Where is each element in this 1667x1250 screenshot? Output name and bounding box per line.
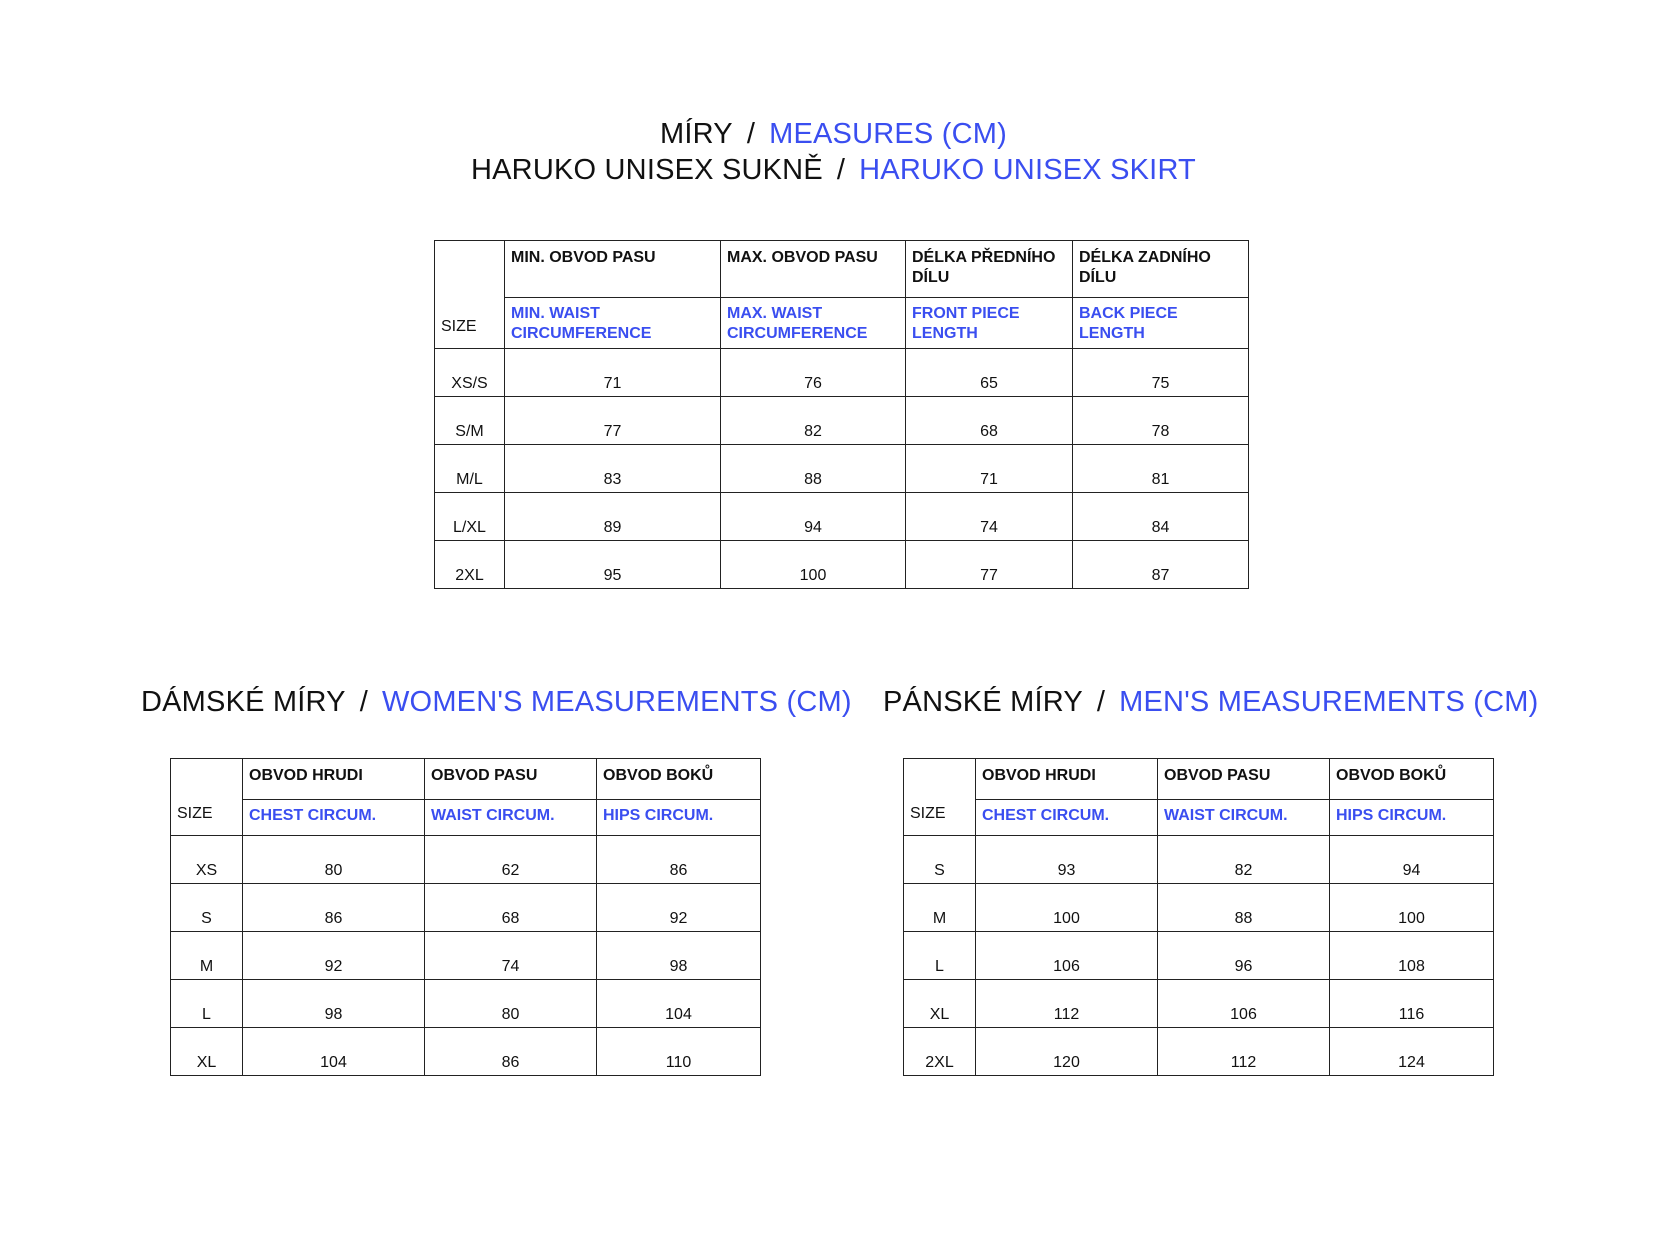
value-cell: 71	[505, 349, 721, 397]
table-header-row-cz	[904, 759, 1494, 800]
value-cell: 76	[721, 349, 906, 397]
value-cell: 83	[505, 445, 721, 493]
men-title-cz: PÁNSKÉ MÍRY	[883, 686, 1083, 718]
size-cell: XS/S	[435, 349, 505, 397]
value-cell: 75	[1073, 349, 1249, 397]
value-cell: 94	[721, 493, 906, 541]
size-cell: S/M	[435, 397, 505, 445]
size-header-cell: SIZE	[435, 241, 505, 349]
size-cell: S	[171, 884, 243, 932]
column-header-cz: OBVOD BOKŮ	[597, 759, 761, 800]
size-cell: M/L	[435, 445, 505, 493]
value-cell: 124	[1330, 1028, 1494, 1076]
value-cell: 87	[1073, 541, 1249, 589]
subtitle-separator: /	[836, 154, 846, 186]
table-row	[904, 932, 1494, 980]
column-header-en: BACK PIECE LENGTH	[1073, 298, 1249, 349]
table-row	[904, 1028, 1494, 1076]
subtitle-en: HARUKO UNISEX SKIRT	[859, 154, 1196, 186]
value-cell: 112	[976, 980, 1158, 1028]
value-cell: 68	[906, 397, 1073, 445]
value-cell: 104	[243, 1028, 425, 1076]
column-header-cz: OBVOD PASU	[425, 759, 597, 800]
value-cell: 120	[976, 1028, 1158, 1076]
table-row	[435, 349, 1249, 397]
title-en: MEASURES (CM)	[769, 118, 1007, 150]
table-row	[171, 836, 761, 884]
page-title	[0, 118, 1667, 151]
value-cell: 62	[425, 836, 597, 884]
value-cell: 81	[1073, 445, 1249, 493]
column-header-cz: OBVOD HRUDI	[243, 759, 425, 800]
table-header-row-en	[435, 298, 1249, 349]
women-title-separator: /	[359, 686, 368, 718]
value-cell: 110	[597, 1028, 761, 1076]
value-cell: 106	[1158, 980, 1330, 1028]
size-cell: L/XL	[435, 493, 505, 541]
size-cell: 2XL	[435, 541, 505, 589]
size-cell: S	[904, 836, 976, 884]
women-title-en: WOMEN'S MEASUREMENTS (CM)	[381, 686, 852, 718]
column-header-en: CHEST CIRCUM.	[976, 800, 1158, 836]
value-cell: 116	[1330, 980, 1494, 1028]
value-cell: 100	[976, 884, 1158, 932]
value-cell: 100	[1330, 884, 1494, 932]
men-title-separator: /	[1096, 686, 1106, 718]
men-size-table	[903, 758, 1494, 1076]
value-cell: 74	[906, 493, 1073, 541]
value-cell: 95	[505, 541, 721, 589]
value-cell: 100	[721, 541, 906, 589]
size-cell: L	[904, 932, 976, 980]
value-cell: 92	[597, 884, 761, 932]
column-header-en: FRONT PIECE LENGTH	[906, 298, 1073, 349]
value-cell: 93	[976, 836, 1158, 884]
table-row	[171, 932, 761, 980]
value-cell: 68	[425, 884, 597, 932]
value-cell: 112	[1158, 1028, 1330, 1076]
table-row	[435, 541, 1249, 589]
size-cell: XL	[171, 1028, 243, 1076]
table-row	[171, 1028, 761, 1076]
value-cell: 80	[243, 836, 425, 884]
table-row	[435, 445, 1249, 493]
size-cell: XS	[171, 836, 243, 884]
size-cell: M	[171, 932, 243, 980]
women-size-table	[170, 758, 761, 1076]
value-cell: 92	[243, 932, 425, 980]
skirt-size-table	[434, 240, 1249, 589]
size-cell: M	[904, 884, 976, 932]
value-cell: 106	[976, 932, 1158, 980]
value-cell: 86	[243, 884, 425, 932]
subtitle-cz: HARUKO UNISEX SUKNĚ	[471, 154, 823, 186]
table-row	[904, 836, 1494, 884]
column-header-en: HIPS CIRCUM.	[1330, 800, 1494, 836]
table-header-row-cz	[171, 759, 761, 800]
value-cell: 82	[1158, 836, 1330, 884]
value-cell: 86	[597, 836, 761, 884]
value-cell: 88	[1158, 884, 1330, 932]
value-cell: 84	[1073, 493, 1249, 541]
column-header-en: WAIST CIRCUM.	[1158, 800, 1330, 836]
table-header-row-cz	[435, 241, 1249, 298]
column-header-cz: MAX. OBVOD PASU	[721, 241, 906, 298]
value-cell: 86	[425, 1028, 597, 1076]
value-cell: 65	[906, 349, 1073, 397]
value-cell: 88	[721, 445, 906, 493]
value-cell: 108	[1330, 932, 1494, 980]
value-cell: 77	[906, 541, 1073, 589]
column-header-cz: OBVOD HRUDI	[976, 759, 1158, 800]
column-header-en: MAX. WAIST CIRCUMFERENCE	[721, 298, 906, 349]
men-title-en: MEN'S MEASUREMENTS (CM)	[1119, 686, 1539, 718]
column-header-cz: DÉLKA ZADNÍHO DÍLU	[1073, 241, 1249, 298]
column-header-cz: DÉLKA PŘEDNÍHO DÍLU	[906, 241, 1073, 298]
table-header-row-en	[904, 800, 1494, 836]
page-subtitle	[0, 154, 1667, 187]
size-cell: XL	[904, 980, 976, 1028]
column-header-cz: MIN. OBVOD PASU	[505, 241, 721, 298]
size-cell: L	[171, 980, 243, 1028]
value-cell: 98	[597, 932, 761, 980]
table-row	[171, 980, 761, 1028]
value-cell: 82	[721, 397, 906, 445]
title-separator: /	[746, 118, 756, 150]
value-cell: 89	[505, 493, 721, 541]
women-title-cz: DÁMSKÉ MÍRY	[141, 686, 346, 718]
table-header-row-en	[171, 800, 761, 836]
table-row	[904, 980, 1494, 1028]
value-cell: 96	[1158, 932, 1330, 980]
women-section-title	[141, 686, 852, 719]
table-row	[435, 397, 1249, 445]
table-row	[171, 884, 761, 932]
column-header-en: HIPS CIRCUM.	[597, 800, 761, 836]
size-header-cell: SIZE	[171, 759, 243, 836]
size-header-cell: SIZE	[904, 759, 976, 836]
value-cell: 71	[906, 445, 1073, 493]
men-section-title	[883, 686, 1539, 719]
size-cell: 2XL	[904, 1028, 976, 1076]
column-header-en: MIN. WAIST CIRCUMFERENCE	[505, 298, 721, 349]
value-cell: 98	[243, 980, 425, 1028]
column-header-cz: OBVOD PASU	[1158, 759, 1330, 800]
column-header-en: CHEST CIRCUM.	[243, 800, 425, 836]
table-row	[435, 493, 1249, 541]
value-cell: 94	[1330, 836, 1494, 884]
value-cell: 78	[1073, 397, 1249, 445]
title-cz: MÍRY	[660, 118, 733, 150]
table-row	[904, 884, 1494, 932]
column-header-en: WAIST CIRCUM.	[425, 800, 597, 836]
value-cell: 74	[425, 932, 597, 980]
value-cell: 80	[425, 980, 597, 1028]
value-cell: 104	[597, 980, 761, 1028]
column-header-cz: OBVOD BOKŮ	[1330, 759, 1494, 800]
value-cell: 77	[505, 397, 721, 445]
